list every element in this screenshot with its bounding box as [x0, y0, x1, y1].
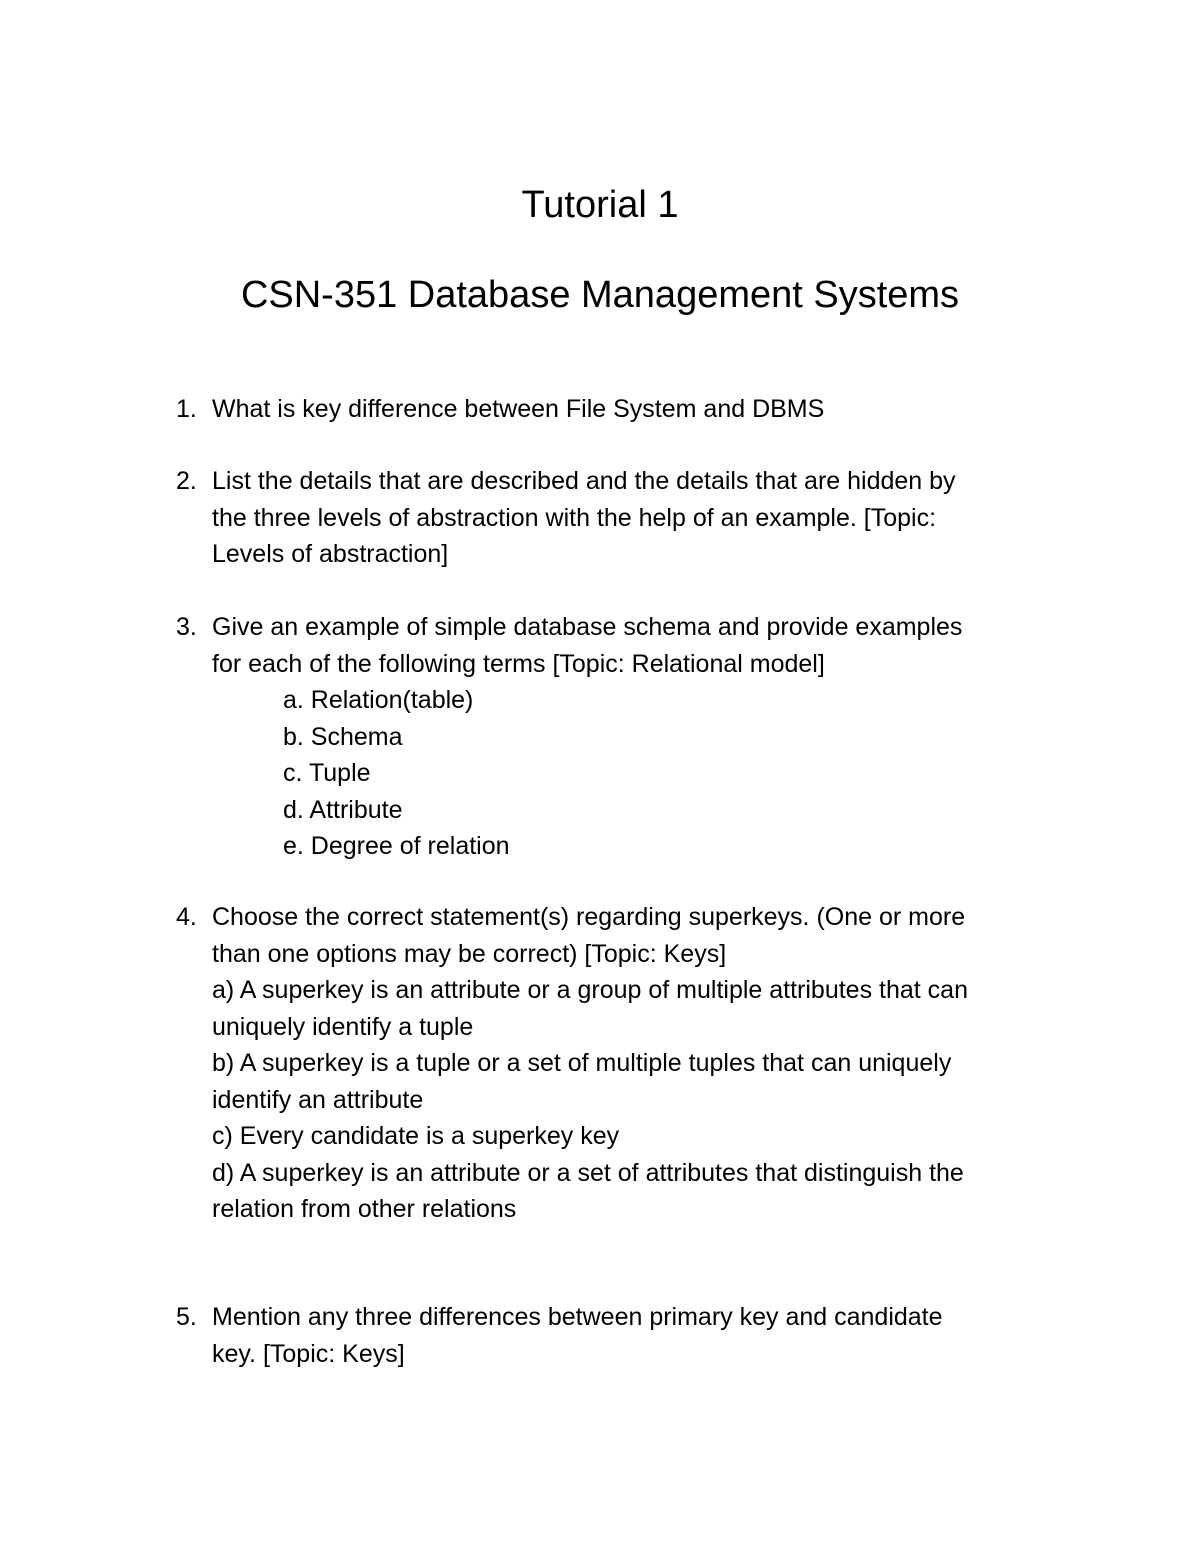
question-number: 4. — [176, 903, 197, 931]
document-title: Tutorial 1 — [521, 184, 679, 226]
subitem: d. Attribute — [283, 795, 403, 824]
subitem: a. Relation(table) — [283, 686, 474, 714]
question-number: 5. — [176, 1303, 197, 1331]
option-d-continued: relation from other relations — [212, 1195, 517, 1223]
subitem: e. Degree of relation — [283, 832, 510, 860]
question-line: What is key difference between File System and DBMS — [212, 395, 825, 423]
option-a-continued: uniquely identify a tuple — [212, 1012, 474, 1041]
question-line: List the details that are described and the details that are hidden by — [212, 467, 956, 495]
question-line: the three levels of abstraction with the help of an example. [Topic: — [212, 503, 937, 532]
question-number: 3. — [176, 613, 197, 641]
option-b-continued: identify an attribute — [212, 1085, 424, 1114]
question-text — [212, 391, 1062, 428]
document-subtitle: CSN-351 Database Management Systems — [240, 274, 960, 316]
question-line: Levels of abstraction] — [212, 540, 449, 568]
question-text — [212, 463, 1062, 573]
subitem: c. Tuple — [283, 759, 371, 787]
option-a: a) A superkey is an attribute or a group of multiple attributes that can — [212, 976, 968, 1004]
option-b: b) A superkey is a tuple or a set of multiple tuples that can uniquely — [212, 1049, 952, 1077]
question-line: key. [Topic: Keys] — [212, 1339, 405, 1368]
question-line: than one options may be correct) [Topic: Keys] — [212, 939, 727, 968]
question-text — [212, 1299, 1062, 1372]
question-number: 2. — [176, 467, 197, 495]
question-line: Give an example of simple database schema and provide examples — [212, 613, 963, 641]
question-text — [212, 609, 1062, 865]
subitem: b. Schema — [283, 722, 403, 751]
question-text — [212, 899, 1062, 1228]
question-line: Choose the correct statement(s) regarding superkeys. (One or more — [212, 903, 966, 931]
question-line: for each of the following terms [Topic: Relational model] — [212, 649, 825, 678]
question-number: 1. — [176, 395, 197, 423]
question-line: Mention any three differences between primary key and candidate — [212, 1303, 943, 1331]
option-c: c) Every candidate is a superkey key — [212, 1122, 620, 1150]
option-d: d) A superkey is an attribute or a set of attributes that distinguish the — [212, 1158, 964, 1187]
